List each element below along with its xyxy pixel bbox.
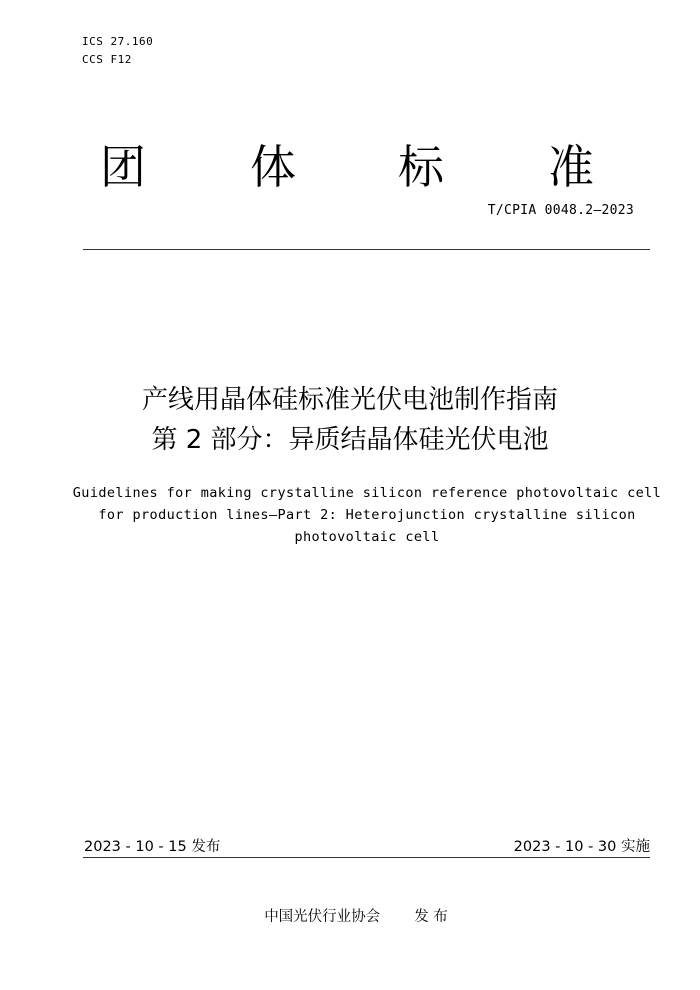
ics-code: ICS 27.160 [82, 35, 154, 48]
category-char: 团 [100, 140, 146, 194]
issue-date: 2023 - 10 - 15 发布 [84, 839, 221, 855]
top-divider [83, 249, 650, 250]
publisher-name: 中国光伏行业协会 [264, 909, 381, 925]
document-category-title [100, 140, 605, 200]
bottom-divider [83, 857, 650, 858]
english-title-line-2: for production lines—Part 2: Heterojunction crystalline silicon [98, 507, 636, 523]
category-char: 标 [398, 140, 444, 194]
publisher-line [0, 905, 700, 926]
chinese-title-line-1: 产线用晶体硅标准光伏电池制作指南 [141, 385, 558, 415]
ccs-code: CCS F12 [82, 53, 132, 66]
implementation-date: 2023 - 10 - 30 实施 [513, 839, 650, 855]
english-title-line-3: photovoltaic cell [294, 529, 440, 545]
chinese-title-line-2: 第 2 部分：异质结晶体硅光伏电池 [151, 425, 549, 455]
category-char: 体 [250, 140, 296, 194]
publish-action: 发 布 [414, 909, 448, 925]
standard-number: T/CPIA 0048.2—2023 [487, 203, 634, 218]
english-title-line-1: Guidelines for making crystalline silicon reference photovoltaic cell [72, 485, 662, 501]
category-char: 准 [548, 140, 594, 194]
